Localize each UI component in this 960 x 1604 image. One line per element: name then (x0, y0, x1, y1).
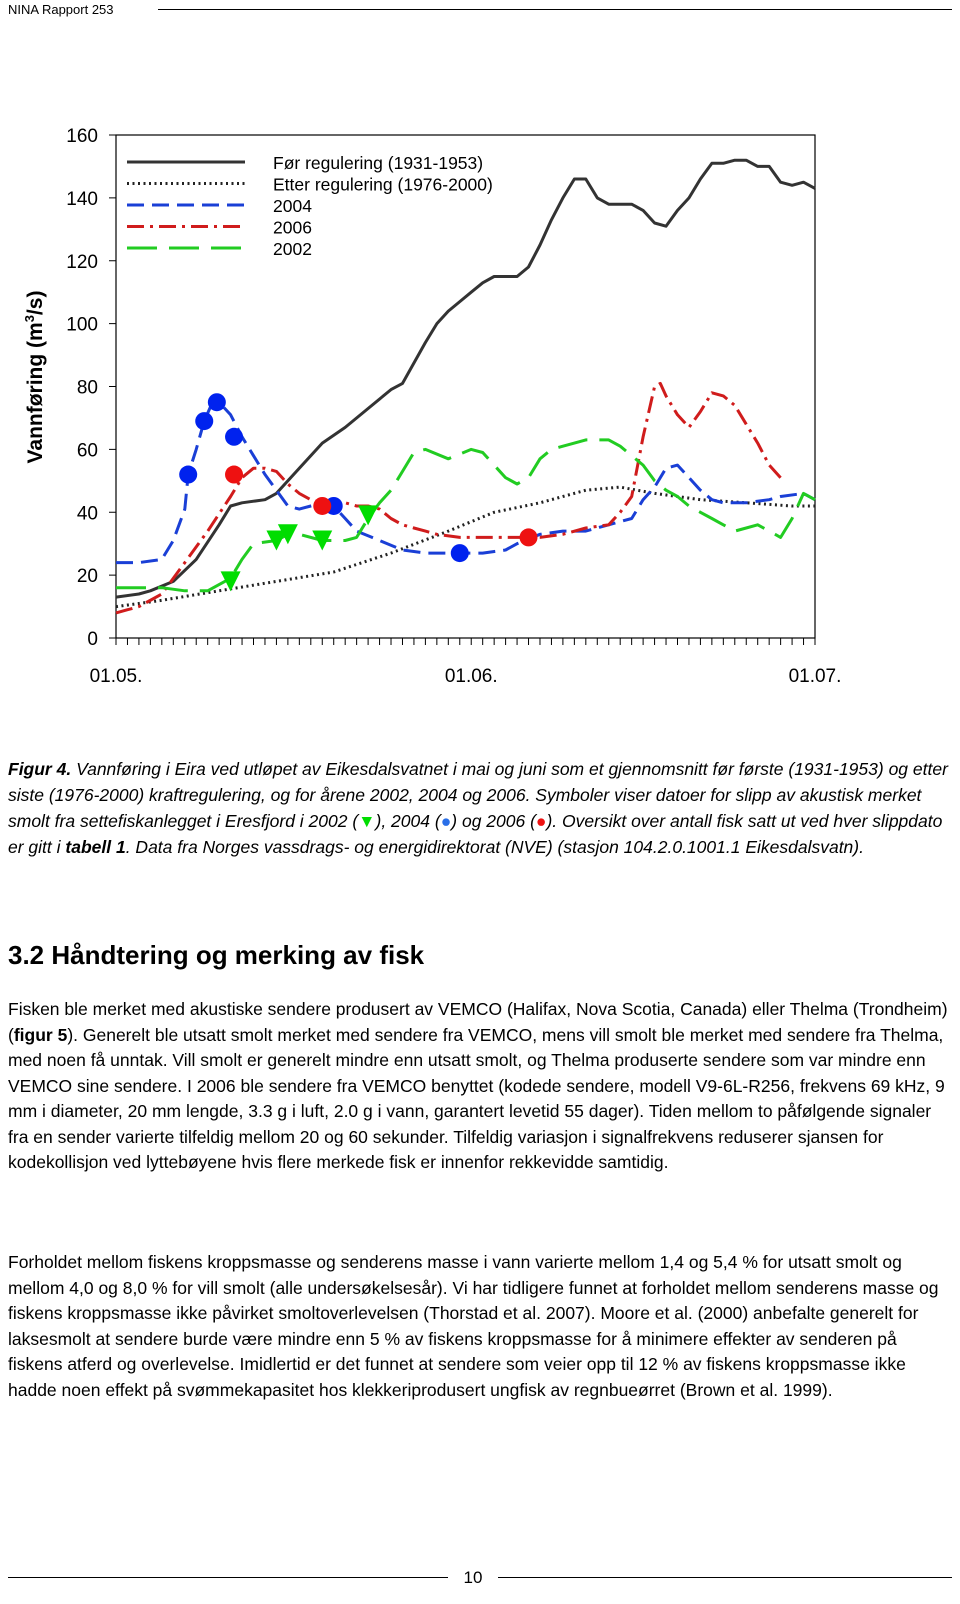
caption-text-3: ) og 2006 ( (451, 811, 536, 831)
release-marker-circle (225, 428, 243, 446)
legend (127, 153, 493, 259)
x-tick-label: 01.06. (444, 666, 498, 687)
page-number: 10 (463, 1568, 483, 1587)
release-marker-circle (313, 497, 331, 515)
page-header (8, 0, 952, 22)
y-tick-label: 80 (76, 377, 98, 399)
section-heading: 3.2 Håndtering og merking av fisk (8, 940, 425, 970)
y-tick-label: 140 (66, 188, 98, 210)
figure-reference: figur 5 (13, 1024, 68, 1045)
y-tick-label: 100 (66, 314, 98, 336)
release-marker-circle (208, 393, 226, 411)
legend-entry: Etter regulering (1976-2000) (273, 174, 493, 195)
y-tick-label: 120 (66, 251, 98, 273)
ticks (66, 126, 841, 687)
caption-text-5: . Data fra Norges vassdrags- og energidirektorat (NVE) (stasjon 104.2.0.1001.1 Eikesdalsvatn). (125, 837, 864, 857)
y-axis-label (22, 291, 47, 464)
y-axis-title (22, 291, 47, 464)
x-tick-label: 01.07. (788, 666, 842, 687)
caption-text-1: Vannføring i Eira ved utløpet av Eikesdalsvatnet i mai og juni som et gjennomsnitt før første (1931-1953) og etter siste (1976-2000) kraftregulering, og for årene 2002, 2004 og 2006. Symboler viser datoer for slipp av akustisk merket smolt fra settefiskanlegget i Eresfjord i 2002 ( (8, 759, 948, 831)
legend-entry: 2006 (273, 217, 312, 238)
page-footer (8, 1568, 952, 1598)
footer-rule-left (8, 1577, 448, 1578)
triangle-symbol: ▼ (358, 811, 376, 831)
figure-caption (8, 756, 952, 860)
discharge-chart (0, 110, 960, 710)
caption-label: Figur 4. (8, 759, 72, 779)
series-line (116, 440, 815, 591)
y-tick-label: 60 (76, 440, 98, 462)
release-marker-circle (195, 412, 213, 430)
release-marker-circle (451, 544, 469, 562)
y-tick-label: 20 (76, 566, 98, 588)
axes (116, 135, 815, 638)
paragraph-1 (8, 997, 952, 1176)
para1-text-2: ). Generelt ble utsatt smolt merket med sendere fra VEMCO, mens vill smolt ble merket med sendere fra Thelma, med noen få unntak. Vill smolt er generelt mindre enn utsatt smolt, og Thelma produserte sendere som var mindre enn VEMCO sine sendere. I 2006 ble sendere fra VEMCO benyttet (kodede sendere, modell V9-6L-R256, frekvens 69 kHz, 9 mm i diameter, 20 mm lengde, 3.3 g i luft, 2.0 g i vann, garantert levetid 55 dager). Tiden mellom to påfølgende signaler fra en sender varierte tilfeldig mellom 20 og 60 sekunder. Tilfeldig variasjon i signalfrekvens reduserer sjansen for kodekollisjon ved lyttebøyene hvis flere merkede fisk er innenfor rekkevidde samtidig. (8, 1024, 945, 1172)
para1-text-1: Fisken ble merket med akustiske sendere produsert av VEMCO (Halifax, Nova Scotia, Canada) eller Thelma (Trondheim) ( (8, 999, 948, 1045)
y-tick-label: 0 (87, 629, 98, 650)
release-marker-circle (225, 466, 243, 484)
legend-entry: Før regulering (1931-1953) (273, 153, 484, 173)
release-marker-triangle (358, 505, 378, 525)
caption-text-2: ), 2004 ( (375, 811, 441, 831)
series-line (116, 160, 815, 597)
y-tick-label: 160 (66, 126, 98, 147)
release-marker-circle (179, 466, 197, 484)
report-name: NINA Rapport 253 (8, 2, 114, 17)
ylabel-sup: 3 (22, 315, 37, 323)
y-tick-label: 40 (76, 503, 98, 525)
ylabel-main: Vannføring (m (24, 322, 47, 464)
red-dot-symbol: ● (535, 811, 547, 831)
ylabel-end: /s) (24, 290, 47, 316)
plot-frame (116, 135, 815, 638)
table-reference: tabell 1 (65, 837, 126, 857)
blue-dot-symbol: ● (440, 811, 452, 831)
paragraph-2: Forholdet mellom fiskens kroppsmasse og senderens masse i vann varierte mellom 1,4 og 5,4 % for utsatt smolt og mellom 4,0 og 8,0 % for vill smolt (alle undersøkelsesår). Vi har tidligere funnet at forholdet mellom senderens masse og fiskens kroppsmasse ikke påvirket smoltoverlevelsen (Thorstad et al. 2007). Moore et al. (2000) anbefalte generelt for laksesmolt at sendere burde være mindre enn 5 % av fiskens kroppsmasse for å minimere effekter av senderen på fiskens atferd og overlevelse. Imidlertid er det funnet at sendere som veier opp til 12 % av fiskens kroppsmasse ikke hadde noen effekt på svømmekapasitet hos klekkeriprodusert ungfisk av regnbueørret (Brown et al. 1999). (8, 1252, 939, 1400)
legend-entry: 2004 (273, 196, 312, 216)
caption-text-4: ). Oversikt over antall fisk satt ut ved hver slippdato er gitt i (8, 811, 943, 857)
footer-rule-right (498, 1577, 952, 1578)
legend-entry: 2002 (273, 239, 312, 259)
x-tick-label: 01.05. (89, 666, 143, 687)
series-lines (116, 160, 815, 613)
release-marker-circle (520, 528, 538, 546)
header-rule (158, 9, 952, 10)
series-line (116, 402, 815, 562)
